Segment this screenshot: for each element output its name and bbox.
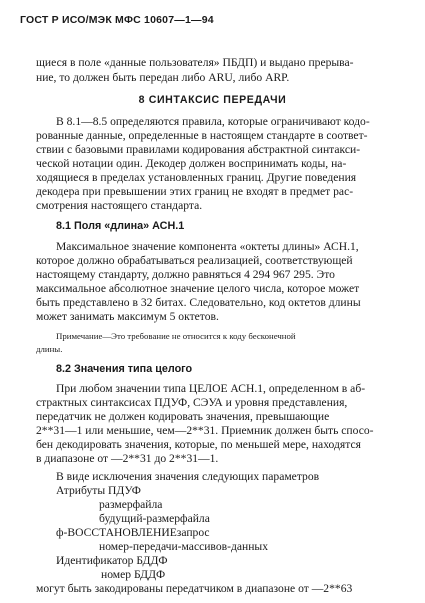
subsection-heading: 8.1 Поля «длина» АСН.1 xyxy=(56,220,185,232)
text-line: может занимать максимум 5 октетов. xyxy=(36,310,219,323)
text-line: 2**31—1 или меньшие, чем—2**31. Приемник должен быть спосо- xyxy=(36,424,374,437)
text-line: передатчик не должен кодировать значения, превышающие xyxy=(36,410,330,423)
text-line: ходящиеся в пределах установленных границ. Другие поведения xyxy=(36,171,357,184)
text-line: ствии с базовыми правилами кодирования абстрактной синтакси- xyxy=(36,143,361,156)
text-line: настоящему стандарту, должно равняться 4 294 967 295. Это xyxy=(36,268,335,281)
text-line: щиеся в поле «данные пользователя» ПБДП) и выдано прерыва- xyxy=(36,56,354,69)
list-line: номер БДДФ xyxy=(101,568,166,581)
text-line: в диапазоне от —2**31 до 2**31—1. xyxy=(36,452,219,465)
text-line: могут быть закодированы передатчиком в диапазоне от —2**63 xyxy=(36,582,353,595)
text-line: рованные данные, определенные в настоящем стандарте в соответ- xyxy=(36,129,368,142)
list-line: Идентификатор БДДФ xyxy=(56,554,168,567)
text-line: В 8.1—8.5 определяются правила, которые ограничивают кодо- xyxy=(56,115,370,128)
text-line: быть представлено в 32 битах. Следовательно, код октетов длины xyxy=(36,296,361,309)
list-line: ф-ВОССТАНОВЛЕНИЕзапрос xyxy=(56,526,210,539)
text-line: ние, то должен быть передан либо ARU, либо ARP. xyxy=(36,71,290,84)
text-line: При любом значении типа ЦЕЛОЕ АСН.1, определенном в аб- xyxy=(56,382,366,395)
text-line: максимальное абсолютное значение целого числа, которое может xyxy=(36,282,360,295)
text-line: бен декодировать значения, которые, по меньшей мере, находятся xyxy=(36,438,361,451)
section-title: 8 СИНТАКСИС ПЕРЕДАЧИ xyxy=(138,94,287,106)
text-line: декодера при превышении этих границ не входят в предмет рас- xyxy=(36,185,354,198)
running-header: ГОСТ Р ИСО/МЭК МФС 10607—1—94 xyxy=(20,14,214,26)
list-line: размерфайла xyxy=(99,498,163,511)
text-line: смотрения настоящего стандарта. xyxy=(36,199,203,212)
note-line: Примечание—Это требование не относится к коду бесконечной xyxy=(56,331,296,341)
note-line: длины. xyxy=(36,344,63,354)
list-line: будущий-размерфайла xyxy=(99,512,210,525)
text-line: ческой нотации один. Декодер должен воспринимать коды, на- xyxy=(36,157,347,170)
subsection-heading: 8.2 Значения типа целого xyxy=(56,363,193,375)
list-line: номер-передачи-массивов-данных xyxy=(99,540,269,553)
text-line: В виде исключения значения следующих параметров xyxy=(56,470,320,483)
text-line: страктных синтаксисах ПДУФ, СЭУА и уровня представления, xyxy=(36,396,348,409)
list-line: Атрибуты ПДУФ xyxy=(56,484,141,497)
text-line: Максимальное значение компонента «октеты длины» АСН.1, xyxy=(56,240,359,253)
text-line: которое должно обрабатываться реализацией, соответствующей xyxy=(36,254,353,267)
